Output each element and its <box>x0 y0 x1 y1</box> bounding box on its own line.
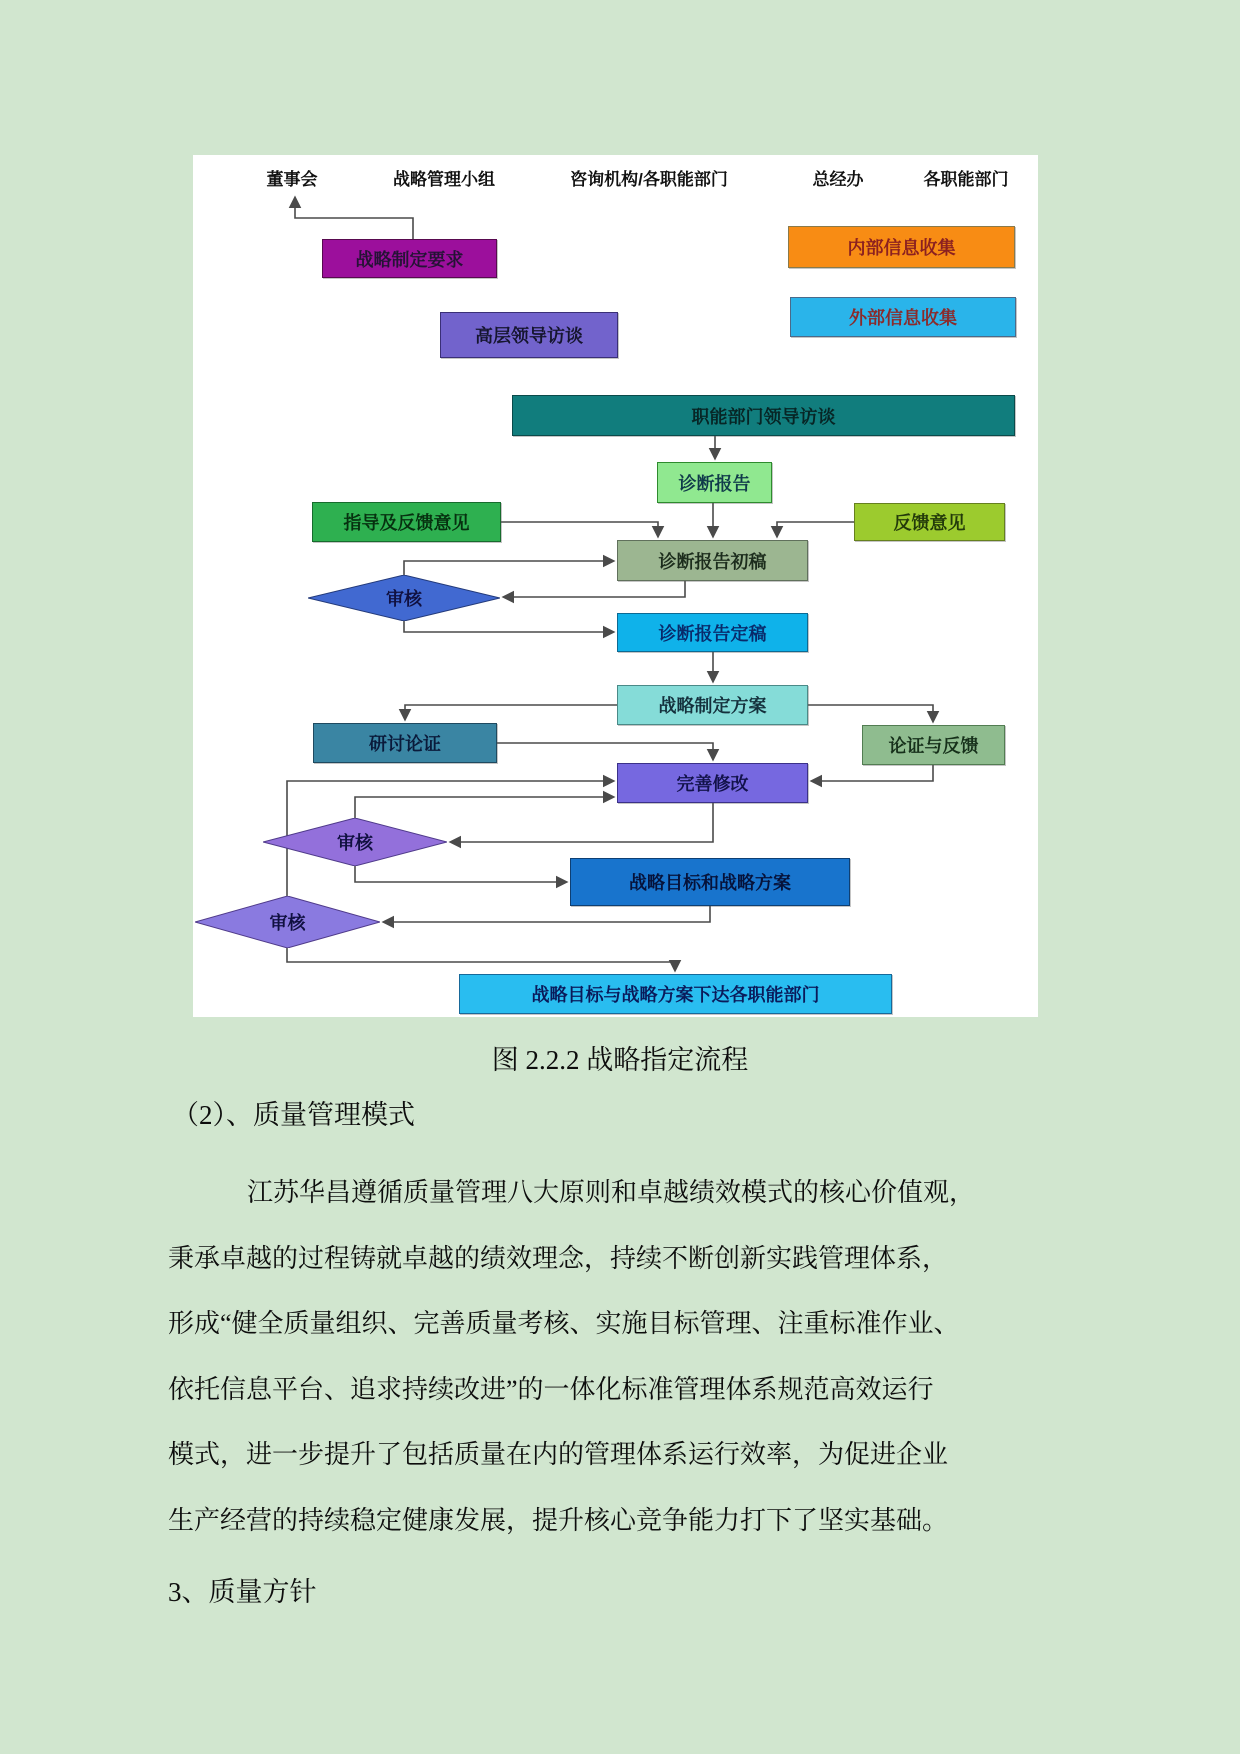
node-improve-revise: 完善修改 <box>617 763 808 803</box>
diamond-review-1-label: 审核 <box>386 589 422 609</box>
node-strategy-requirement: 战略制定要求 <box>322 239 497 278</box>
node-diagnosis-report-draft: 诊断报告初稿 <box>617 540 808 581</box>
column-header-strategy-team: 战略管理小组 <box>393 170 495 189</box>
diamond-review-3 <box>195 896 380 948</box>
node-diagnosis-report-final: 诊断报告定稿 <box>617 613 808 652</box>
diamond-review-2-label: 审核 <box>337 833 373 853</box>
paragraph-line: 秉承卓越的过程铸就卓越的绩效理念，持续不断创新实践管理体系， <box>168 1243 949 1273</box>
node-internal-info-collection: 内部信息收集 <box>788 226 1015 268</box>
node-distribute-to-departments: 战略目标与战略方案下达各职能部门 <box>459 974 892 1014</box>
paragraph-line: 模式，进一步提升了包括质量在内的管理体系运行效率，为促进企业 <box>168 1440 949 1469</box>
node-diagnosis-report: 诊断报告 <box>657 462 772 503</box>
paragraph-line: 江苏华昌遵循质量管理八大原则和卓越绩效模式的核心价值观， <box>247 1178 976 1207</box>
body-paragraph <box>168 1160 976 1553</box>
node-senior-leader-interview: 高层领导访谈 <box>440 312 618 358</box>
section-heading-quality-management-model: （2）、质量管理模式 <box>172 1100 415 1130</box>
node-discussion-verification: 研讨论证 <box>313 723 497 763</box>
figure-caption: 图 2.2.2 战略指定流程 <box>491 1045 749 1075</box>
flowchart-panel <box>193 155 1038 1017</box>
node-strategy-formulation-plan: 战略制定方案 <box>617 685 808 725</box>
node-external-info-collection: 外部信息收集 <box>790 297 1016 337</box>
node-verification-feedback: 论证与反馈 <box>862 725 1005 765</box>
node-feedback-opinion: 反馈意见 <box>854 503 1005 541</box>
paragraph-line: 依托信息平台、追求持续改进”的一体化标准管理体系规范高效运行 <box>168 1374 934 1404</box>
node-dept-leader-interview: 职能部门领导访谈 <box>512 395 1015 436</box>
section-heading-quality-policy: 3、质量方针 <box>168 1577 317 1607</box>
column-header-func-depts: 各职能部门 <box>923 170 1009 189</box>
column-header-board: 董事会 <box>266 170 318 189</box>
diamond-review-3-label: 审核 <box>269 913 306 933</box>
node-guidance-feedback: 指导及反馈意见 <box>312 502 501 542</box>
diamond-review-1 <box>308 575 500 621</box>
paragraph-line: 形成“健全质量组织、完善质量考核、实施目标管理、注重标准作业、 <box>168 1309 960 1338</box>
column-header-gm-office: 总经办 <box>812 170 864 189</box>
diamond-review-2 <box>263 818 447 866</box>
column-header-consult-depts: 咨询机构/各职能部门 <box>570 170 728 189</box>
node-strategic-goal-and-plan: 战略目标和战略方案 <box>570 858 850 906</box>
paragraph-line: 生产经营的持续稳定健康发展，提升核心竞争能力打下了坚实基础。 <box>168 1505 949 1535</box>
